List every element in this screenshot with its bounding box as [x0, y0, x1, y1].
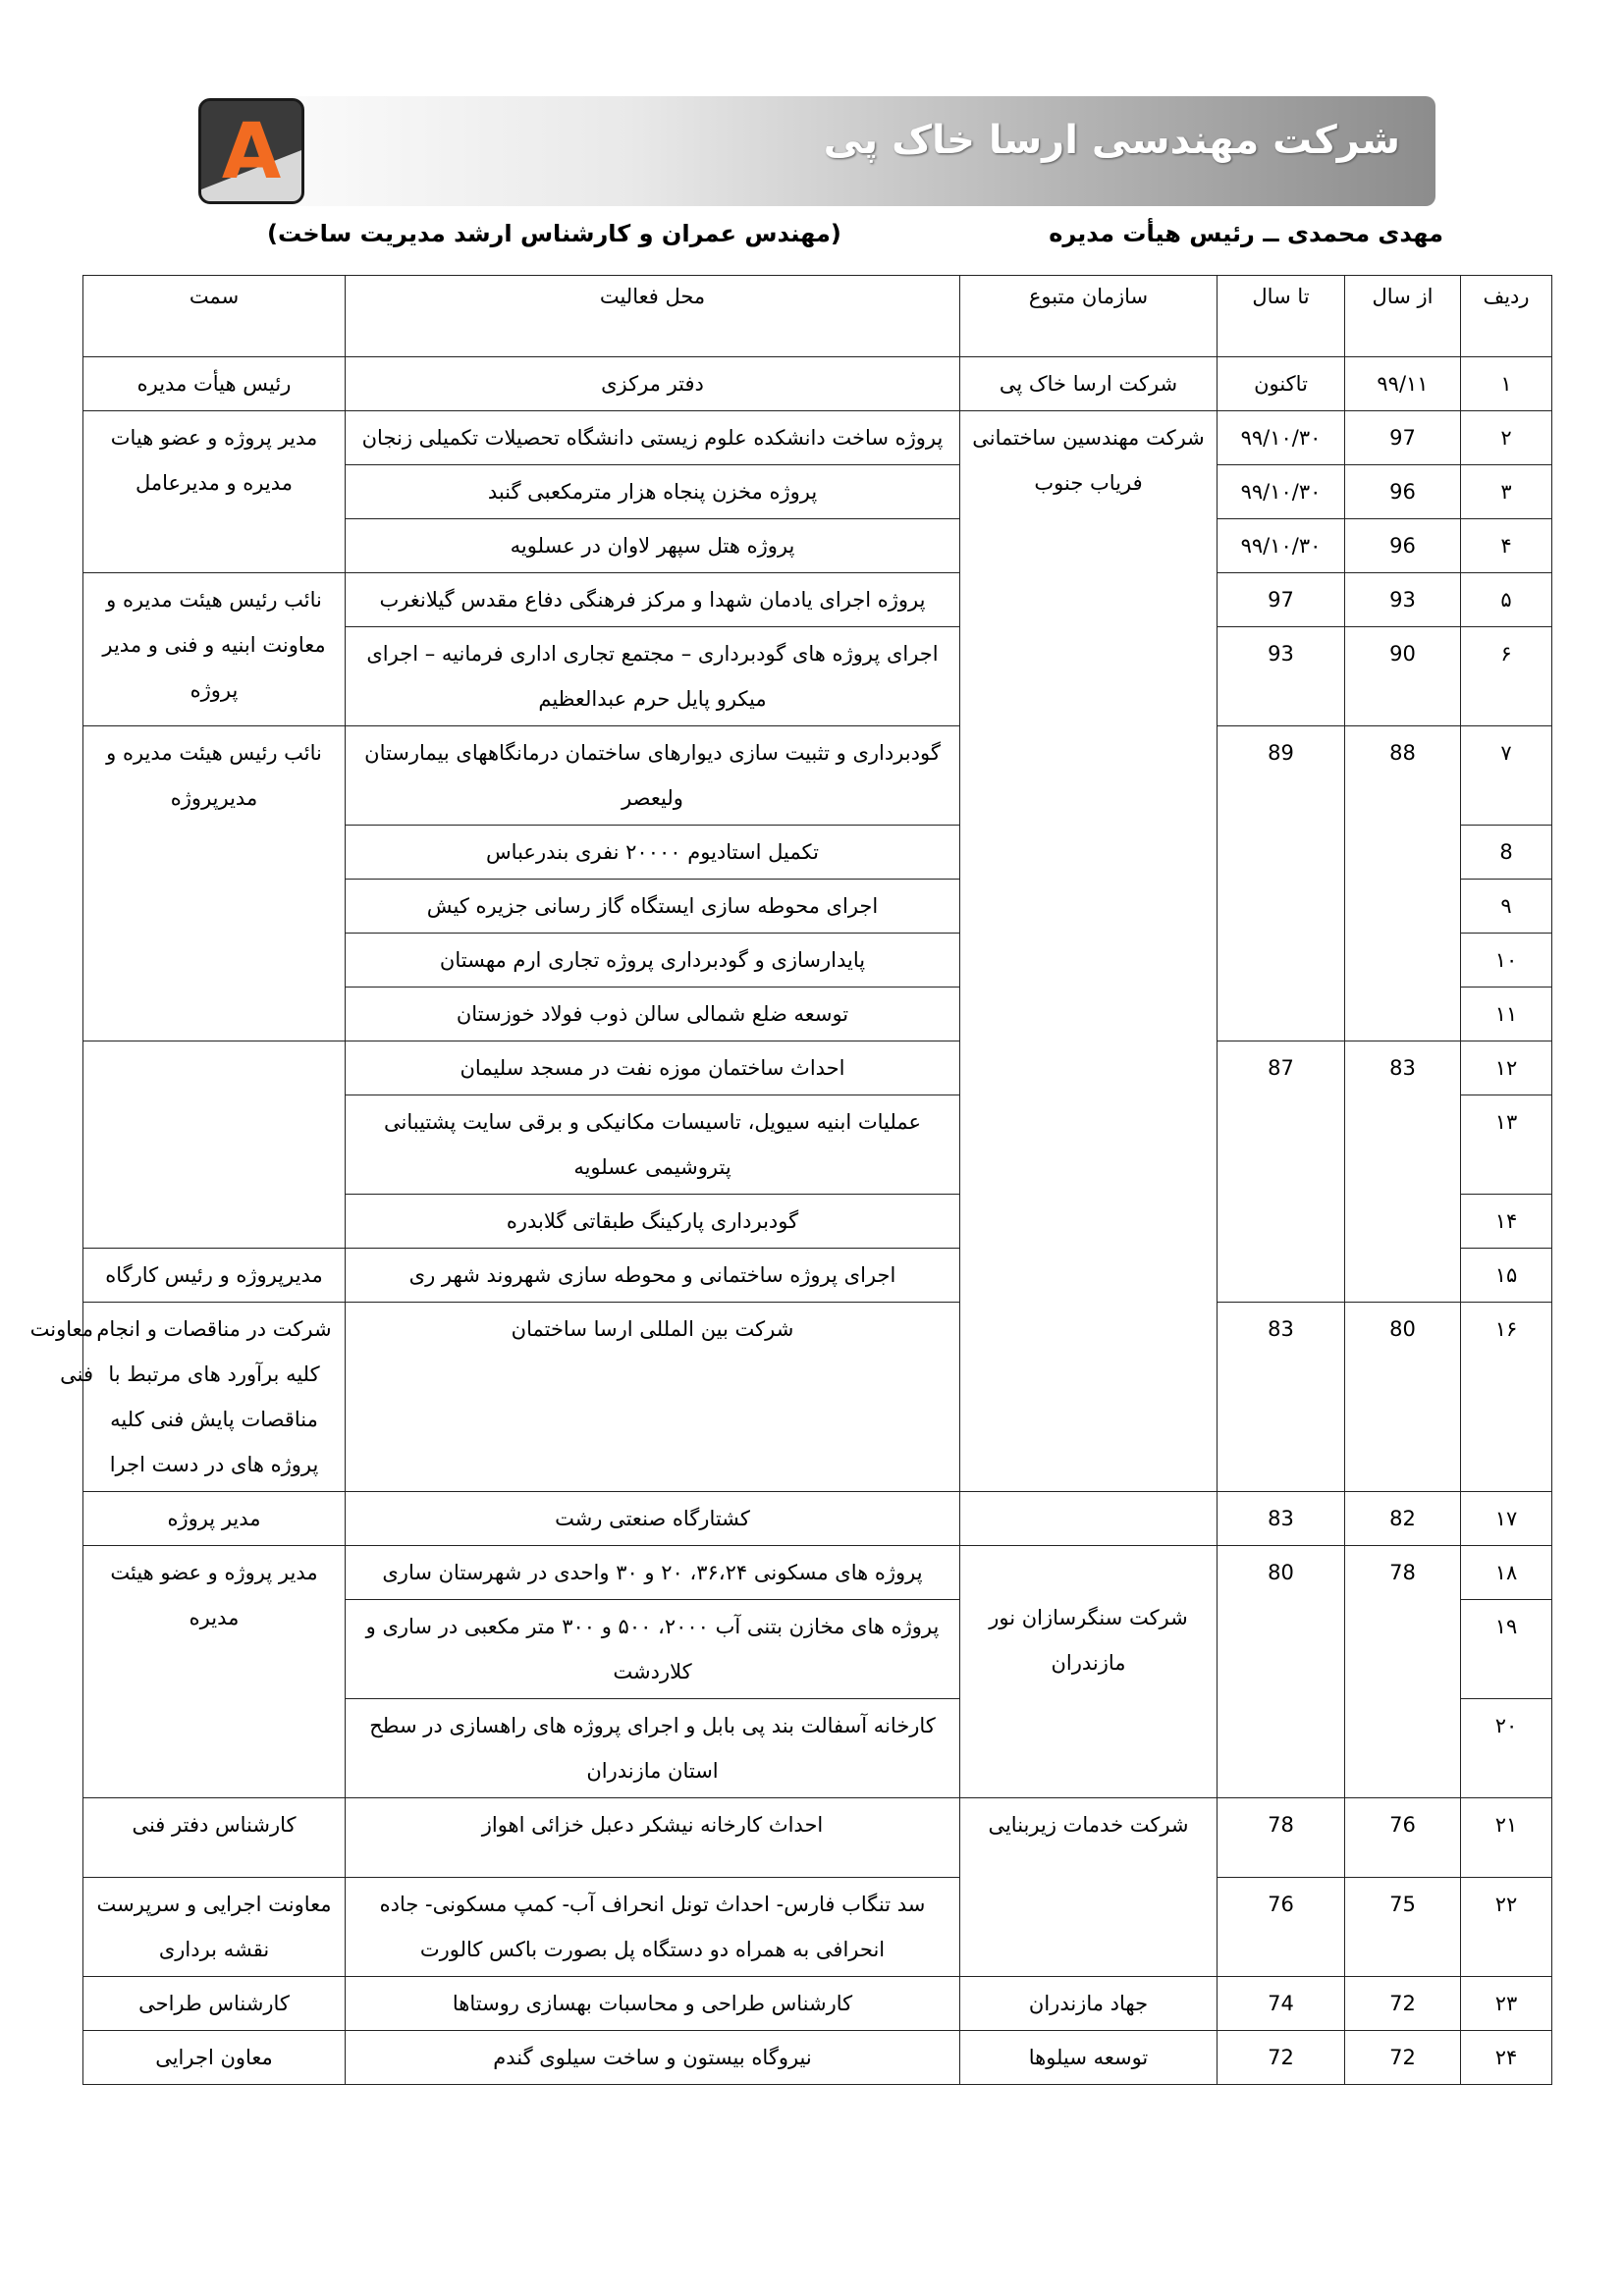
row-number: ۱۵ — [1461, 1249, 1552, 1303]
to-year: ۹۹/۱۰/۳۰ — [1218, 519, 1345, 573]
to-year: 72 — [1218, 2031, 1345, 2085]
from-year: 80 — [1345, 1303, 1461, 1492]
organization: شرکت ارسا خاک پی — [960, 357, 1218, 411]
position: مدیر پروژه و عضو هیات مدیره و مدیرعامل — [83, 411, 346, 573]
activity: نیروگاه بیستون و ساخت سیلوی گندم — [346, 2031, 960, 2085]
position-empty — [83, 1041, 346, 1249]
name-role: مهدی محمدی ــ رئیس هیأت مدیره — [1049, 220, 1443, 247]
row-number: ۴ — [1461, 519, 1552, 573]
to-year: 97 — [1218, 573, 1345, 627]
organization: جهاد مازندران — [960, 1977, 1218, 2031]
from-year: ۹۹/۱۱ — [1345, 357, 1461, 411]
table-row — [83, 357, 1552, 411]
row-number: ۹ — [1461, 880, 1552, 934]
header-organization: سازمان متبوع — [960, 276, 1218, 357]
to-year: 76 — [1218, 1878, 1345, 1977]
company-logo — [198, 98, 304, 204]
from-year: 93 — [1345, 573, 1461, 627]
from-year: 76 — [1345, 1798, 1461, 1878]
position: مدیر پروژه — [83, 1492, 346, 1546]
row-number: ۳ — [1461, 465, 1552, 519]
position: نائب رئیس هیئت مدیره و معاونت ابنیه و فنی و مدیر پروژه — [83, 573, 346, 726]
position: معاون اجرایی — [83, 2031, 346, 2085]
header-row-number: ردیف — [1461, 276, 1552, 357]
to-year: 83 — [1218, 1492, 1345, 1546]
row-number: ۱۰ — [1461, 934, 1552, 988]
row-number: ۱۴ — [1461, 1195, 1552, 1249]
to-year: تاکنون — [1218, 357, 1345, 411]
header-to-year: تا سال — [1218, 276, 1345, 357]
from-year: 97 — [1345, 411, 1461, 465]
activity: کشتارگاه صنعتی رشت — [346, 1492, 960, 1546]
position: رئیس هیأت مدیره — [83, 357, 346, 411]
from-year: 96 — [1345, 465, 1461, 519]
table-row — [83, 726, 1552, 826]
from-year: 75 — [1345, 1878, 1461, 1977]
table-row — [83, 1798, 1552, 1878]
organization: شرکت بین المللی ارسا ساختمان — [346, 1303, 960, 1492]
row-number: ۱۹ — [1461, 1600, 1552, 1699]
activity: گودبرداری و تثبیت سازی دیوارهای ساختمان درمانگاههای بیمارستان ولیعصر — [346, 726, 960, 826]
work-history-table — [29, 275, 1552, 2085]
activity: تکمیل استادیوم ۲۰۰۰۰ نفری بندرعباس — [346, 826, 960, 880]
activity: پروژه های مخازن بتنی آب ۲۰۰۰، ۵۰۰ و ۳۰۰ متر مکعبی در ساری و کلاردشت — [346, 1600, 960, 1699]
organization: توسعه سیلوها — [960, 2031, 1218, 2085]
row-number: ۲۱ — [1461, 1798, 1552, 1878]
to-year: 80 — [1218, 1546, 1345, 1798]
activity: شرکت در مناقصات و انجام کلیه برآورد های مرتبط با مناقصات پایش فنی کلیه پروژه های در دست اجرا — [83, 1303, 346, 1492]
row-number: ۲۴ — [1461, 2031, 1552, 2085]
activity: اجرای پروژه ساختمانی و محوطه سازی شهروند شهر ری — [346, 1249, 960, 1303]
row-number: ۱۲ — [1461, 1041, 1552, 1095]
table-row — [83, 573, 1552, 627]
activity: احداث ساختمان موزه نفت در مسجد سلیمان — [346, 1041, 960, 1095]
row-number: ۱۱ — [1461, 988, 1552, 1041]
row-number: ۱۳ — [1461, 1095, 1552, 1195]
to-year: 87 — [1218, 1041, 1345, 1303]
header-activity: محل فعالیت — [346, 276, 960, 357]
from-year: 90 — [1345, 627, 1461, 726]
activity: پروژه های مسکونی ۳۶،۲۴، ۲۰ و ۳۰ واحدی در شهرستان ساری — [346, 1546, 960, 1600]
table-row — [83, 1977, 1552, 2031]
activity: کارخانه آسفالت بند پی بابل و اجرای پروژه های راهسازی در سطح استان مازندران — [346, 1699, 960, 1798]
activity: پایدارسازی و گودبرداری پروژه تجاری ارم مهستان — [346, 934, 960, 988]
table-row — [83, 1878, 1552, 1977]
activity: کارشناس طراحی و محاسبات بهسازی روستاها — [346, 1977, 960, 2031]
activity: گودبرداری پارکینگ طبقاتی گلابدره — [346, 1195, 960, 1249]
row-number: ۲۲ — [1461, 1878, 1552, 1977]
activity: پروژه اجرای یادمان شهدا و مرکز فرهنگی دفاع مقدس گیلانغرب — [346, 573, 960, 627]
row-number: ۱ — [1461, 357, 1552, 411]
organization: شرکت خدمات زیربنایی — [960, 1798, 1218, 1977]
activity: پروژه مخزن پنجاه هزار مترمکعبی گنبد — [346, 465, 960, 519]
row-number: ۲۳ — [1461, 1977, 1552, 2031]
row-number: ۲۰ — [1461, 1699, 1552, 1798]
to-year: 74 — [1218, 1977, 1345, 2031]
header-from-year: از سال — [1345, 276, 1461, 357]
row-number: ۱۶ — [1461, 1303, 1552, 1492]
activity: سد تنگاب فارس- احداث تونل انحراف آب- کمپ مسکونی- جاده انحرافی به همراه دو دستگاه پل بصورت باکس کالورت — [346, 1878, 960, 1977]
activity: احداث کارخانه نیشکر دعبل خزائی اهواز — [346, 1798, 960, 1878]
to-year: 93 — [1218, 627, 1345, 726]
activity: پروژه هتل سپهر لاوان در عسلویه — [346, 519, 960, 573]
to-year: ۹۹/۱۰/۳۰ — [1218, 465, 1345, 519]
from-year: 96 — [1345, 519, 1461, 573]
logo-letter: A — [221, 108, 282, 196]
from-year: 88 — [1345, 726, 1461, 1041]
table-row — [83, 1492, 1552, 1546]
activity: دفتر مرکزی — [346, 357, 960, 411]
row-number: ۶ — [1461, 627, 1552, 726]
row-number: 8 — [1461, 826, 1552, 880]
company-banner — [196, 96, 1435, 206]
activity: پروژه ساخت دانشکده علوم زیستی دانشگاه تحصیلات تکمیلی زنجان — [346, 411, 960, 465]
position: مدیرپروژه و رئیس کارگاه — [83, 1249, 346, 1303]
table-header-row — [83, 276, 1552, 357]
table-row — [83, 1041, 1552, 1095]
activity: توسعه ضلع شمالی سالن ذوب فولاد خوزستان — [346, 988, 960, 1041]
table-row: ۱۶ 80 83 شرکت بین المللی ارسا ساختمان شرکت در مناقصات و انجام کلیه برآورد های مرتبط با مناقصات پایش فنی کلیه پروژه های در دست اجرا معاونت فنی — [83, 1303, 1552, 1492]
row-number: ۷ — [1461, 726, 1552, 826]
activity: اجرای محوطه سازی ایستگاه گاز رسانی جزیره کیش — [346, 880, 960, 934]
position: نائب رئیس هیئت مدیره و مدیرپروژه — [83, 726, 346, 1041]
from-year: 82 — [1345, 1492, 1461, 1546]
row-number: ۱۸ — [1461, 1546, 1552, 1600]
position: مدیر پروژه و عضو هیئت مدیره — [83, 1546, 346, 1798]
organization-empty — [960, 1492, 1218, 1546]
from-year: 83 — [1345, 1041, 1461, 1303]
from-year: 72 — [1345, 1977, 1461, 2031]
to-year: 83 — [1218, 1303, 1345, 1492]
activity: اجرای پروژه های گودبرداری – مجتمع تجاری اداری فرمانیه – اجرای میکرو پایل حرم عبدالعظیم — [346, 627, 960, 726]
table-row — [83, 2031, 1552, 2085]
position: معاونت اجرایی و سرپرست نقشه برداری — [83, 1878, 346, 1977]
table-row — [83, 1546, 1552, 1600]
row-number: ۵ — [1461, 573, 1552, 627]
degrees: (مهندس عمران و کارشناس ارشد مدیریت ساخت) — [267, 220, 841, 247]
to-year: 89 — [1218, 726, 1345, 1041]
company-title: شرکت مهندسی ارسا خاک پی — [823, 118, 1400, 163]
position: کارشناس طراحی — [83, 1977, 346, 2031]
to-year: 78 — [1218, 1798, 1345, 1878]
organization: شرکت مهندسین ساختمانی فریاب جنوب — [960, 411, 1218, 1492]
activity: عملیات ابنیه سیویل، تاسیسات مکانیکی و برقی سایت پشتیبانی پتروشیمی عسلویه — [346, 1095, 960, 1195]
from-year: 72 — [1345, 2031, 1461, 2085]
table-row — [83, 411, 1552, 465]
row-number: ۲ — [1461, 411, 1552, 465]
row-number: ۱۷ — [1461, 1492, 1552, 1546]
header-position: سمت — [83, 276, 346, 357]
position: کارشناس دفتر فنی — [83, 1798, 346, 1878]
to-year: ۹۹/۱۰/۳۰ — [1218, 411, 1345, 465]
from-year: 78 — [1345, 1546, 1461, 1798]
organization: شرکت سنگرسازان نور مازندران — [960, 1546, 1218, 1798]
